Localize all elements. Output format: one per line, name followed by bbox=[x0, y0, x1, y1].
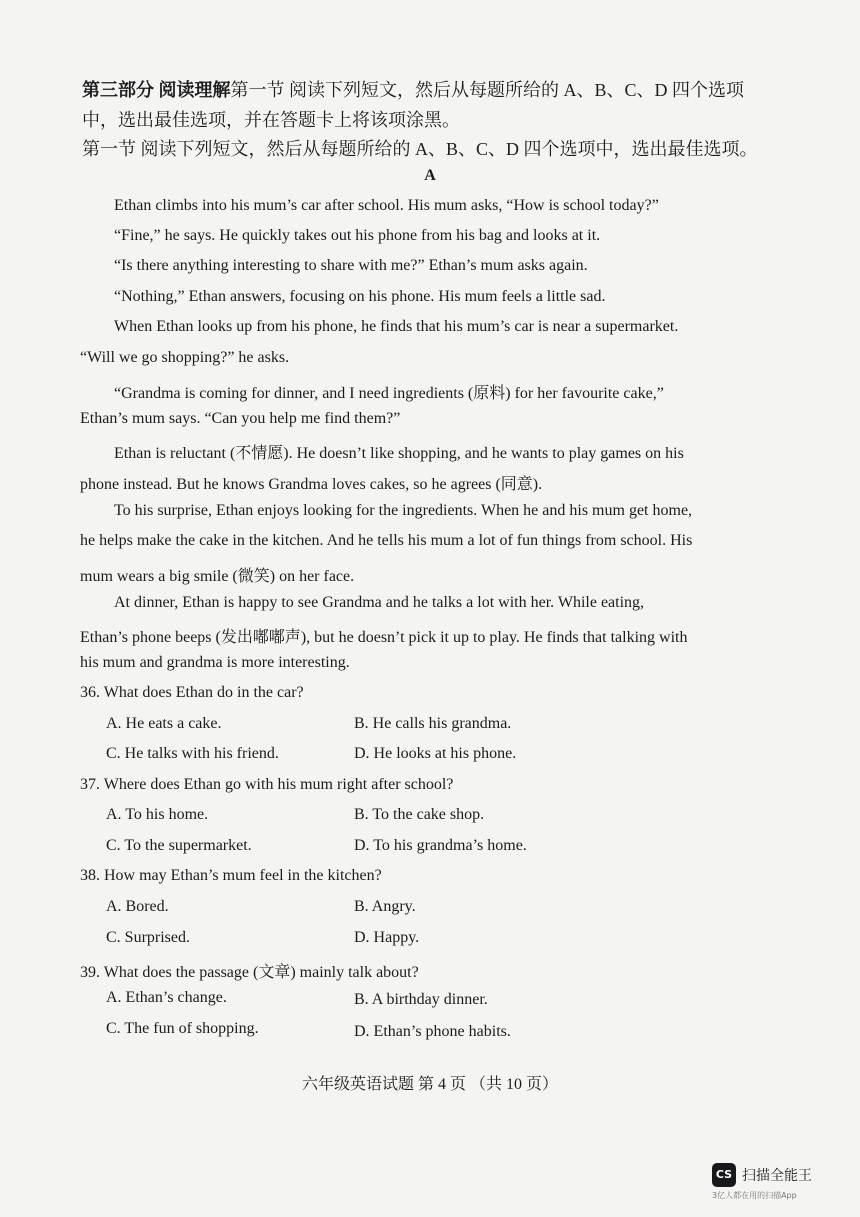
passage-line: phone instead. But he knows Grandma loves cakes, so he agrees (同意). bbox=[80, 476, 543, 493]
passage-line: “Nothing,” Ethan answers, focusing on his phone. His mum feels a little sad. bbox=[114, 288, 606, 305]
question-option: A. To his home. bbox=[106, 806, 209, 823]
question-stem: 38. How may Ethan’s mum feel in the kitchen? bbox=[80, 867, 382, 884]
question-option: C. The fun of shopping. bbox=[106, 1020, 259, 1037]
passage-line: “Is there anything interesting to share with me?” Ethan’s mum asks again. bbox=[114, 257, 588, 274]
passage-line: To his surprise, Ethan enjoys looking for the ingredients. When he and his mum get home, bbox=[114, 502, 693, 519]
camscanner-logo-icon: CS bbox=[712, 1163, 736, 1187]
section-title-line2: 中，选出最佳选项，并在答题卡上将该项涂黑。 bbox=[82, 110, 460, 130]
passage-line: When Ethan looks up from his phone, he finds that his mum’s car is near a supermarket. bbox=[114, 318, 679, 335]
passage-line: Ethan’s mum says. “Can you help me find them?” bbox=[80, 410, 401, 427]
passage-line: his mum and grandma is more interesting. bbox=[80, 654, 350, 671]
question-option: B. A birthday dinner. bbox=[354, 991, 488, 1008]
question-option: D. To his grandma’s home. bbox=[354, 837, 527, 854]
passage-line: Ethan’s phone beeps (发出嘟嘟声), but he doesn’t pick it up to play. He finds that talking with bbox=[80, 629, 688, 646]
question-option: C. To the supermarket. bbox=[106, 837, 252, 854]
question-stem: 37. Where does Ethan go with his mum right after school? bbox=[80, 776, 454, 793]
question-option: D. Ethan’s phone habits. bbox=[354, 1023, 511, 1040]
passage-letter: A bbox=[424, 167, 436, 184]
scanner-watermark bbox=[712, 1163, 842, 1203]
passage-line: “Grandma is coming for dinner, and I need ingredients (原料) for her favourite cake,” bbox=[114, 385, 664, 402]
passage-line: Ethan climbs into his mum’s car after school. His mum asks, “How is school today?” bbox=[114, 197, 659, 214]
passage-line: he helps make the cake in the kitchen. And he tells his mum a lot of fun things from school. His bbox=[80, 532, 693, 549]
passage-line: Ethan is reluctant (不情愿). He doesn’t like shopping, and he wants to play games on his bbox=[114, 445, 684, 462]
section-title bbox=[82, 76, 744, 102]
question-option: A. Bored. bbox=[106, 898, 169, 915]
question-option: B. He calls his grandma. bbox=[354, 715, 512, 732]
question-option: C. He talks with his friend. bbox=[106, 745, 279, 762]
section-title-bold: 第三部分 阅读理解 bbox=[82, 80, 231, 100]
section-title-rest: 第一节 阅读下列短文，然后从每题所给的 A、B、C、D 四个选项 bbox=[230, 80, 745, 100]
question-option: C. Surprised. bbox=[106, 929, 190, 946]
page-footer: 六年级英语试题 第 4 页 （共 10 页） bbox=[301, 1076, 558, 1093]
question-option: A. He eats a cake. bbox=[106, 715, 222, 732]
question-option: B. To the cake shop. bbox=[354, 806, 485, 823]
section-subtitle: 第一节 阅读下列短文，然后从每题所给的 A、B、C、D 四个选项中，选出最佳选项。 bbox=[82, 139, 758, 159]
passage-line: mum wears a big smile (微笑) on her face. bbox=[80, 568, 355, 585]
passage-line: At dinner, Ethan is happy to see Grandma and he talks a lot with her. While eating, bbox=[114, 594, 645, 611]
question-stem: 39. What does the passage (文章) mainly talk about? bbox=[80, 964, 419, 981]
question-option: B. Angry. bbox=[354, 898, 416, 915]
question-option: A. Ethan’s change. bbox=[106, 989, 227, 1006]
question-stem: 36. What does Ethan do in the car? bbox=[80, 684, 304, 701]
scanner-app-name: 扫描全能王 bbox=[742, 1168, 812, 1184]
question-option: D. Happy. bbox=[354, 929, 420, 946]
question-option: D. He looks at his phone. bbox=[354, 745, 517, 762]
scanner-tagline: 3亿人都在用的扫描App bbox=[712, 1191, 797, 1200]
passage-line: “Will we go shopping?” he asks. bbox=[80, 349, 290, 366]
passage-line: “Fine,” he says. He quickly takes out his phone from his bag and looks at it. bbox=[114, 227, 601, 244]
